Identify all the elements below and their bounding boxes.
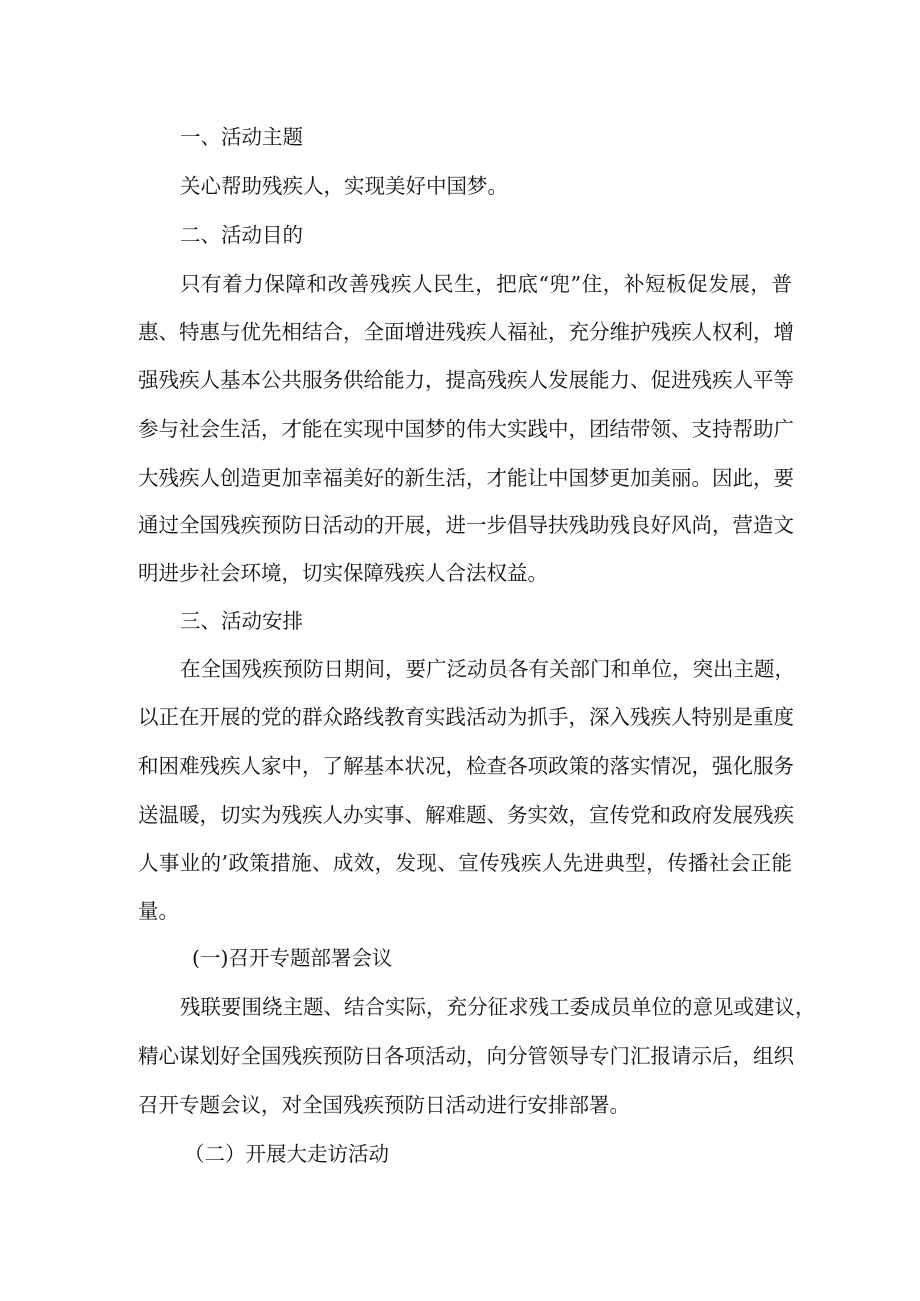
paragraph-line: 人事业的’政策措施、成效，发现、宣传残疾人先进典型，传播社会正能 xyxy=(138,851,792,875)
paragraph-line: 通过全国残疾预防日活动的开展，进一步倡导扶残助残良好风尚，营造文 xyxy=(138,513,794,537)
paragraph-line: 以正在开展的党的群众路线教育实践活动为抓手，深入残疾人特别是重度 xyxy=(138,705,794,729)
paragraph-line: 召开专题会议，对全国残疾预防日活动进行安排部署。 xyxy=(138,1093,630,1117)
section-heading: 一、活动主题 xyxy=(180,125,303,149)
paragraph-line: 强残疾人基本公共服务供给能力，提高残疾人发展能力、促进残疾人平等 xyxy=(138,368,794,392)
paragraph-line: 和困难残疾人家中，了解基本状况，检查各项政策的落实情况，强化服务 xyxy=(138,754,794,778)
paragraph-line: 精心谋划好全国残疾预防日各项活动，向分管领导专门汇报请示后，组织 xyxy=(138,1044,794,1068)
paragraph-line: 参与社会生活，才能在实现中国梦的伟大实践中，团结带领、支持帮助广 xyxy=(138,417,794,441)
paragraph-line: 量。 xyxy=(138,899,179,923)
section-heading: 二、活动目的 xyxy=(180,223,303,247)
subsection-heading: （二）开展大走访活动 xyxy=(184,1142,389,1166)
paragraph-line: 残联要围绕主题、结合实际，充分征求残工委成员单位的意见或建议， xyxy=(180,995,816,1019)
paragraph-line: 明进步社会环境，切实保障残疾人合法权益。 xyxy=(138,561,548,585)
paragraph-line: 大残疾人创造更加幸福美好的新生活，才能让中国梦更加美丽。因此，要 xyxy=(138,466,794,490)
paragraph-line: 惠、特惠与优先相结合，全面增进残疾人福祉，充分维护残疾人权利，增 xyxy=(138,320,794,344)
paragraph-line: 只有着力保障和改善残疾人民生，把底“兜”住，补短板促发展，普 xyxy=(180,272,792,296)
paragraph-line: 送温暖，切实为残疾人办实事、解难题、务实效，宣传党和政府发展残疾 xyxy=(138,803,794,827)
paragraph-line: 关心帮助残疾人，实现美好中国梦。 xyxy=(180,174,508,198)
paragraph-line: 在全国残疾预防日期间，要广泛动员各有关部门和单位，突出主题， xyxy=(180,657,795,681)
subsection-heading: (一)召开专题部署会议 xyxy=(192,946,393,970)
section-heading: 三、活动安排 xyxy=(180,609,303,633)
